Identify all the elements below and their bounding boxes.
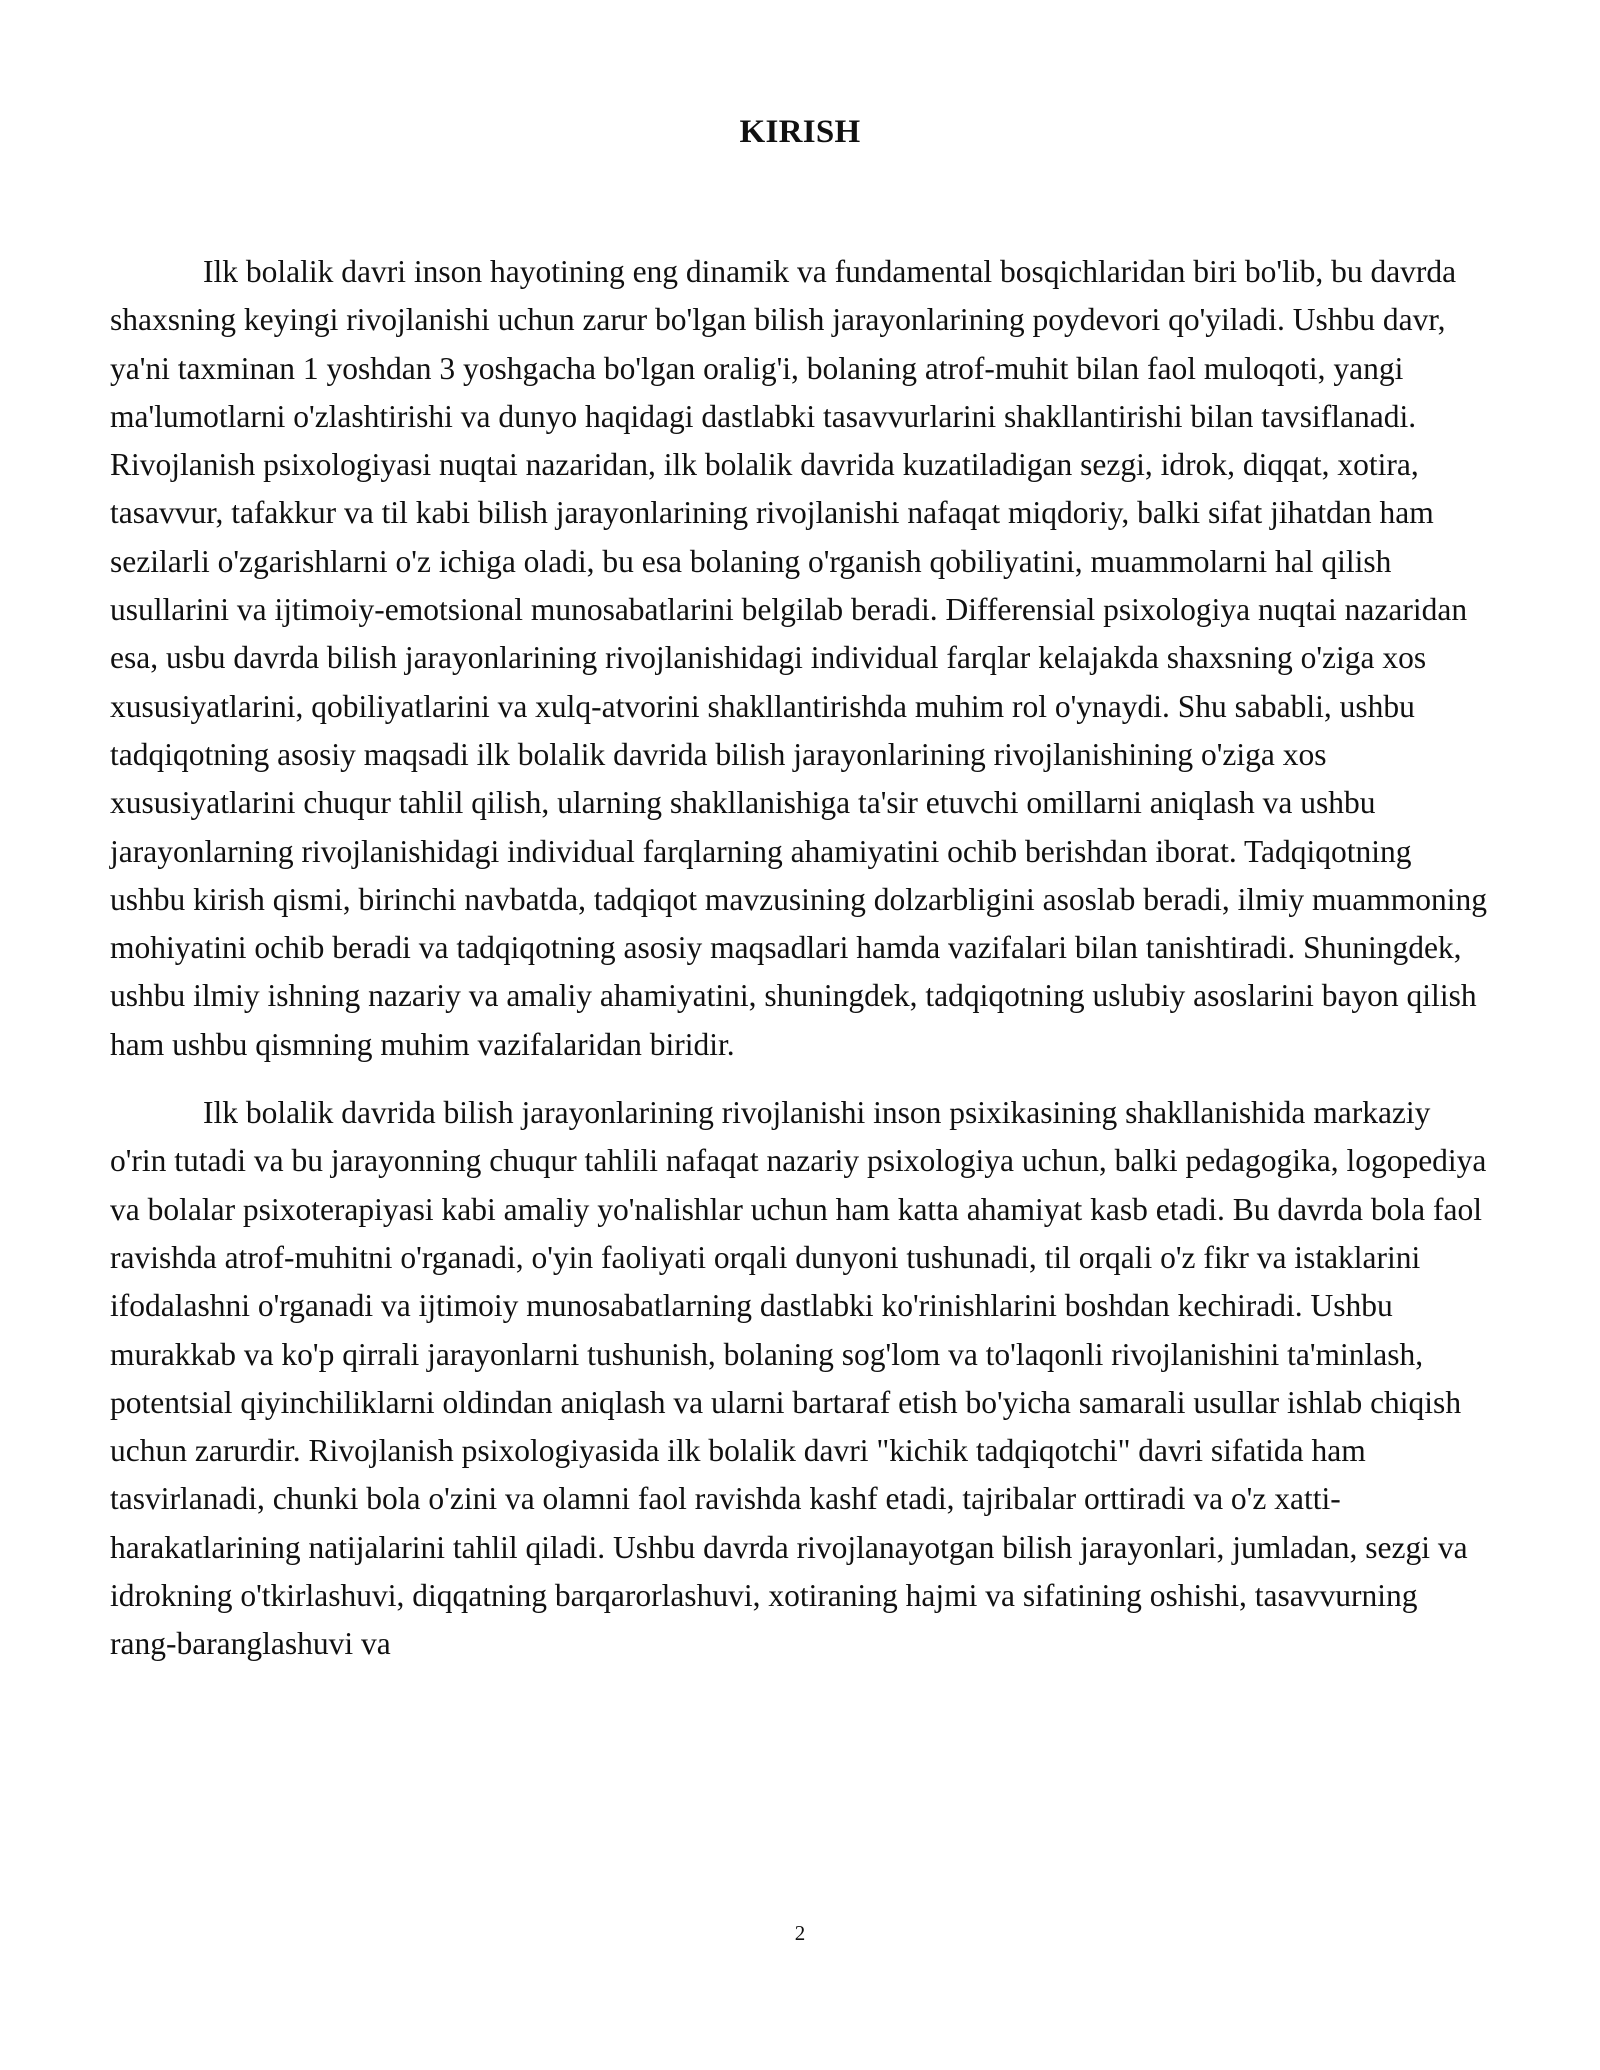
document-body [110, 248, 1490, 1689]
page-number: 2 [794, 1921, 806, 1945]
paragraph-1: Ilk bolalik davri inson hayotining eng dinamik va fundamental bosqichlaridan biri bo'lib, bu davrda shaxsning keyingi rivojlanishi uchun zarur bo'lgan bilish jarayonlarining poydevori qo'yiladi. Ushbu davr, ya'ni taxminan 1 yoshdan 3 yoshgacha bo'lgan oralig'i, bolaning atrof-muhit bilan faol muloqoti, yangi ma'lumotlarni o'zlashtirishi va dunyo haqidagi dastlabki tasavvurlarini shakllantirishi bilan tavsiflanadi. Rivojlanish psixologiyasi nuqtai nazaridan, ilk bolalik davrida kuzatiladigan sezgi, idrok, diqqat, xotira, tasavvur, tafakkur va til kabi bilish jarayonlarining rivojlanishi nafaqat miqdoriy, balki sifat jihatdan ham sezilarli o'zgarishlarni o'z ichiga oladi, bu esa bolaning o'rganish qobiliyatini, muammolarni hal qilish usullarini va ijtimoiy-emotsional munosabatlarini belgilab beradi. Differensial psixologiya nuqtai nazaridan esa, usbu davrda bilish jarayonlarining rivojlanishidagi individual farqlar kelajakda shaxsning o'ziga xos xususiyatlarini, qobiliyatlarini va xulq-atvorini shakllantirishda muhim rol o'ynaydi. Shu sababli, ushbu tadqiqotning asosiy maqsadi ilk bolalik davrida bilish jarayonlarining rivojlanishining o'ziga xos xususiyatlarini chuqur tahlil qilish, ularning shakllanishiga ta'sir etuvchi omillarni aniqlash va ushbu jarayonlarning rivojlanishidagi individual farqlarning ahamiyatini ochib berishdan iborat. Tadqiqotning ushbu kirish qismi, birinchi navbatda, tadqiqot mavzusining dolzarbligini asoslab beradi, ilmiy muammoning mohiyatini ochib beradi va tadqiqotning asosiy maqsadlari hamda vazifalari bilan tanishtiradi. Shuningdek, ushbu ilmiy ishning nazariy va amaliy ahamiyatini, shuningdek, tadqiqotning uslubiy asoslarini bayon qilish ham ushbu qismning muhim vazifalaridan biridir. [110, 254, 1488, 1062]
paragraph-2: Ilk bolalik davrida bilish jarayonlarining rivojlanishi inson psixikasining shakllanishida markaziy o'rin tutadi va bu jarayonning chuqur tahlili nafaqat nazariy psixologiya uchun, balki pedagogika, logopediya va bolalar psixoterapiyasi kabi amaliy yo'nalishlar uchun ham katta ahamiyat kasb etadi. Bu davrda bola faol ravishda atrof-muhitni o'rganadi, o'yin faoliyati orqali dunyoni tushunadi, til orqali o'z fikr va istaklarini ifodalashni o'rganadi va ijtimoiy munosabatlarning dastlabki ko'rinishlarini boshdan kechiradi. Ushbu murakkab va ko'p qirrali jarayonlarni tushunish, bolaning sog'lom va to'laqonli rivojlanishini ta'minlash, potentsial qiyinchiliklarni oldindan aniqlash va ularni bartaraf etish bo'yicha samarali usullar ishlab chiqish uchun zarurdir. Rivojlanish psixologiyasida ilk bolalik davri "kichik tadqiqotchi" davri sifatida ham tasvirlanadi, chunki bola o'zini va olamni faol ravishda kashf etadi, tajribalar orttiradi va o'z xatti-harakatlarining natijalarini tahlil qiladi. Ushbu davrda rivojlanayotgan bilish jarayonlari, jumladan, sezgi va idrokning o'tkirlashuvi, diqqatning barqarorlashuvi, xotiraning hajmi va sifatining oshishi, tasavvurning rang-baranglashuvi va [110, 1095, 1487, 1662]
page-title: KIRISH [739, 114, 861, 150]
